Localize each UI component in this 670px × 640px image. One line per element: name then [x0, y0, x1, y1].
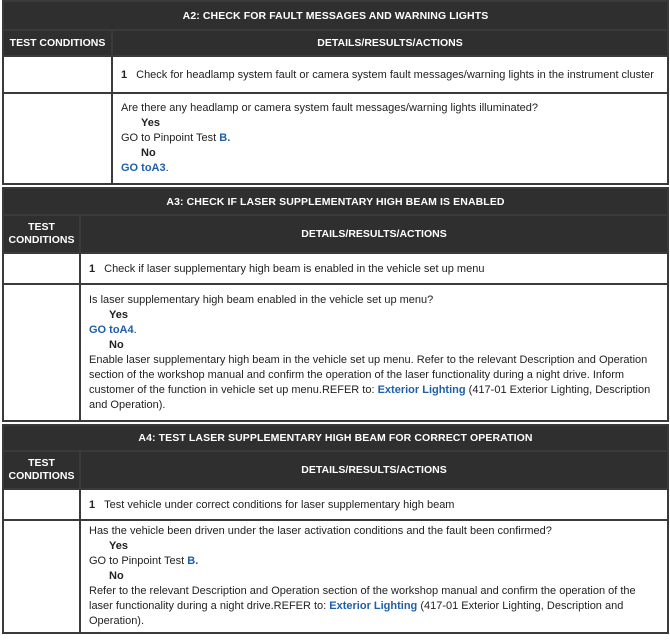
column-header-test-conditions: [3, 215, 80, 253]
no-action: [89, 584, 659, 629]
no-label: No: [141, 147, 156, 159]
no-action-text: Enable laser supplementary high beam in the vehicle set up menu. Refer to the relevant Description and Operation section of the workshop manual and confirm the operation of the laser functionality during a night drive. Inform customer of the function in vehicle set up menu.REFER to:: [89, 353, 648, 396]
column-header-details: DETAILS/RESULTS/ACTIONS: [112, 30, 668, 56]
header-line: TEST: [28, 221, 55, 233]
result-cell: [80, 284, 668, 421]
test-conditions-cell: [3, 284, 80, 421]
no-action-text: Refer to the relevant Description and Operation section of the workshop manual and confirm the operation of the laser functionality during a night drive.REFER to:: [89, 585, 636, 612]
header-line: CONDITIONS: [8, 234, 75, 246]
section-a2: [2, 0, 669, 185]
section-title: A3: CHECK IF LASER SUPPLEMENTARY HIGH BEAM IS ENABLED: [3, 188, 668, 215]
exterior-lighting-link[interactable]: Exterior Lighting: [377, 383, 466, 396]
yes-label: Yes: [109, 308, 128, 321]
test-conditions-cell: [3, 253, 80, 284]
column-header-test-conditions: TEST CONDITIONS: [3, 30, 112, 56]
section-title: A4: TEST LASER SUPPLEMENTARY HIGH BEAM FOR CORRECT OPERATION: [3, 425, 668, 451]
step-number: 1: [89, 498, 96, 511]
result-cell: [80, 520, 668, 633]
no-action-suffix: .: [165, 162, 169, 174]
yes-label: Yes: [109, 540, 128, 552]
step-number: 1: [121, 68, 128, 81]
yes-action-text: GO to Pinpoint Test: [89, 555, 188, 567]
column-header-details: DETAILS/RESULTS/ACTIONS: [80, 451, 668, 489]
step-number: 1: [89, 262, 96, 275]
pinpoint-test-b-link[interactable]: B.: [219, 132, 231, 144]
test-conditions-cell: [3, 93, 112, 184]
yes-action: [89, 323, 659, 338]
no-action: [121, 161, 659, 176]
yes-action-suffix: .: [133, 323, 137, 336]
column-header-details: DETAILS/RESULTS/ACTIONS: [80, 215, 668, 253]
yes-action-text: GO to Pinpoint Test: [121, 132, 220, 144]
section-a3: [2, 187, 669, 422]
test-conditions-cell: [3, 56, 112, 93]
no-action-suffix: (417-01 Exterior Lighting, Description and Operation).: [89, 600, 624, 627]
go-to-a3-link[interactable]: GO toA3: [121, 162, 166, 174]
step-row: [80, 489, 668, 520]
section-a4: [2, 424, 669, 634]
step-text: Check if laser supplementary high beam is enabled in the vehicle set up menu: [104, 262, 485, 275]
test-conditions-cell: [3, 520, 80, 633]
go-to-a4-link[interactable]: GO toA4: [89, 323, 134, 336]
step-row: [112, 56, 668, 93]
step-row: [80, 253, 668, 284]
yes-action: [121, 131, 659, 146]
no-label: No: [109, 338, 124, 351]
section-title: A2: CHECK FOR FAULT MESSAGES AND WARNING LIGHTS: [3, 1, 668, 30]
question-text: Are there any headlamp or camera system fault messages/warning lights illuminated?: [121, 102, 538, 114]
test-conditions-cell: [3, 489, 80, 520]
yes-action: [89, 554, 659, 569]
question-text: Has the vehicle been driven under the laser activation conditions and the fault been confirmed?: [89, 525, 552, 537]
no-label: No: [109, 570, 124, 582]
step-text: Test vehicle under correct conditions for laser supplementary high beam: [104, 498, 455, 511]
header-line: CONDITIONS: [8, 470, 75, 482]
exterior-lighting-link[interactable]: Exterior Lighting: [329, 600, 418, 612]
pinpoint-test-b-link[interactable]: B.: [187, 555, 199, 567]
question-text: Is laser supplementary high beam enabled in the vehicle set up menu?: [89, 293, 434, 306]
step-text: Check for headlamp system fault or camera system fault messages/warning lights in the instrument cluster: [136, 68, 654, 81]
no-action-suffix: (417-01 Exterior Lighting, Description and Operation).: [89, 383, 651, 411]
column-header-test-conditions: [3, 451, 80, 489]
result-cell: [112, 93, 668, 184]
header-line: TEST: [28, 457, 55, 469]
no-action: [89, 353, 659, 413]
yes-label: Yes: [141, 117, 160, 129]
